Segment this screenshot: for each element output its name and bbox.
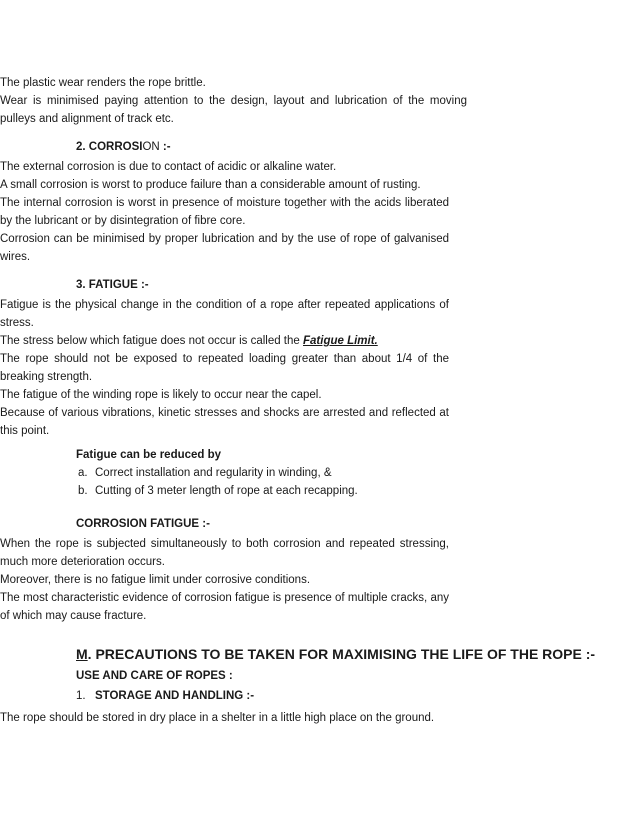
list-item: • Moreover, there is no fatigue limit under corrosive conditions. bbox=[0, 571, 449, 589]
fatigue-limit-text: The stress below which fatigue does not occur is called the bbox=[0, 335, 303, 347]
use-care-heading: USE AND CARE OF ROPES : bbox=[76, 670, 233, 682]
list-item bbox=[0, 332, 449, 350]
list-marker: b. bbox=[78, 485, 88, 497]
fatigue-heading: 3. FATIGUE :- bbox=[76, 279, 149, 291]
list-item: • Wear is minimised paying attention to the design, layout and lubrication of the moving pulleys and alignment of track etc. bbox=[0, 92, 467, 128]
list-item: • The rope should be stored in dry place in a shelter in a little high place on the ground. bbox=[0, 709, 449, 727]
list-item: • Corrosion can be minimised by proper lubrication and by the use of rope of galvanised wires. bbox=[0, 230, 449, 266]
precautions-heading bbox=[76, 645, 638, 663]
list-marker: a. bbox=[78, 467, 88, 479]
list-item: • Fatigue is the physical change in the condition of a rope after repeated applications of stress. bbox=[0, 296, 449, 332]
list-item-text: Cutting of 3 meter length of rope at each recapping. bbox=[95, 485, 358, 497]
corrosion-section bbox=[0, 138, 638, 266]
list-item-text: Correct installation and regularity in winding, & bbox=[95, 467, 332, 479]
list-item: • The rope should not be exposed to repeated loading greater than about 1/4 of the breaking strength. bbox=[0, 350, 449, 386]
fatigue-limit-term: Fatigue Limit. bbox=[303, 335, 378, 347]
storage-handling-item bbox=[0, 687, 638, 705]
list-item: • The external corrosion is due to contact of acidic or alkaline water. bbox=[0, 158, 449, 176]
corrosion-heading bbox=[76, 138, 638, 156]
precautions-letter: M bbox=[76, 646, 88, 662]
precautions-heading-text: . PRECAUTIONS TO BE TAKEN FOR MAXIMISING THE LIFE OF THE ROPE :- bbox=[87, 646, 596, 662]
list-marker: 1. bbox=[76, 690, 86, 702]
list-item: • The fatigue of the winding rope is likely to occur near the capel. bbox=[0, 386, 449, 404]
fatigue-reduce-section bbox=[0, 446, 638, 500]
fatigue-reduce-heading: Fatigue can be reduced by bbox=[76, 449, 222, 461]
list-item: • A small corrosion is worst to produce failure than a considerable amount of rusting. bbox=[0, 176, 449, 194]
corrosion-heading-tail: :- bbox=[159, 141, 171, 153]
wear-section bbox=[0, 74, 467, 128]
corrosion-heading-normal: ON bbox=[142, 141, 160, 153]
list-item bbox=[78, 464, 638, 482]
fatigue-section bbox=[0, 276, 638, 440]
precautions-section bbox=[0, 645, 638, 727]
storage-handling-heading: STORAGE AND HANDLING :- bbox=[95, 690, 255, 702]
list-item: • The internal corrosion is worst in presence of moisture together with the acids liberated by the lubricant or by disintegration of fibre core. bbox=[0, 194, 449, 230]
corrosion-heading-bold: 2. CORROSI bbox=[76, 141, 143, 153]
list-item: • Because of various vibrations, kinetic stresses and shocks are arrested and reflected at this point. bbox=[0, 404, 449, 440]
list-item bbox=[78, 482, 638, 500]
list-item: • When the rope is subjected simultaneously to both corrosion and repeated stressing, much more deterioration occurs. bbox=[0, 535, 449, 571]
corrosion-fatigue-heading: CORROSION FATIGUE :- bbox=[76, 518, 210, 530]
list-item: • The plastic wear renders the rope brittle. bbox=[0, 74, 467, 92]
corrosion-fatigue-section bbox=[0, 515, 638, 625]
list-item: • The most characteristic evidence of corrosion fatigue is presence of multiple cracks, any of which may cause fracture. bbox=[0, 589, 449, 625]
